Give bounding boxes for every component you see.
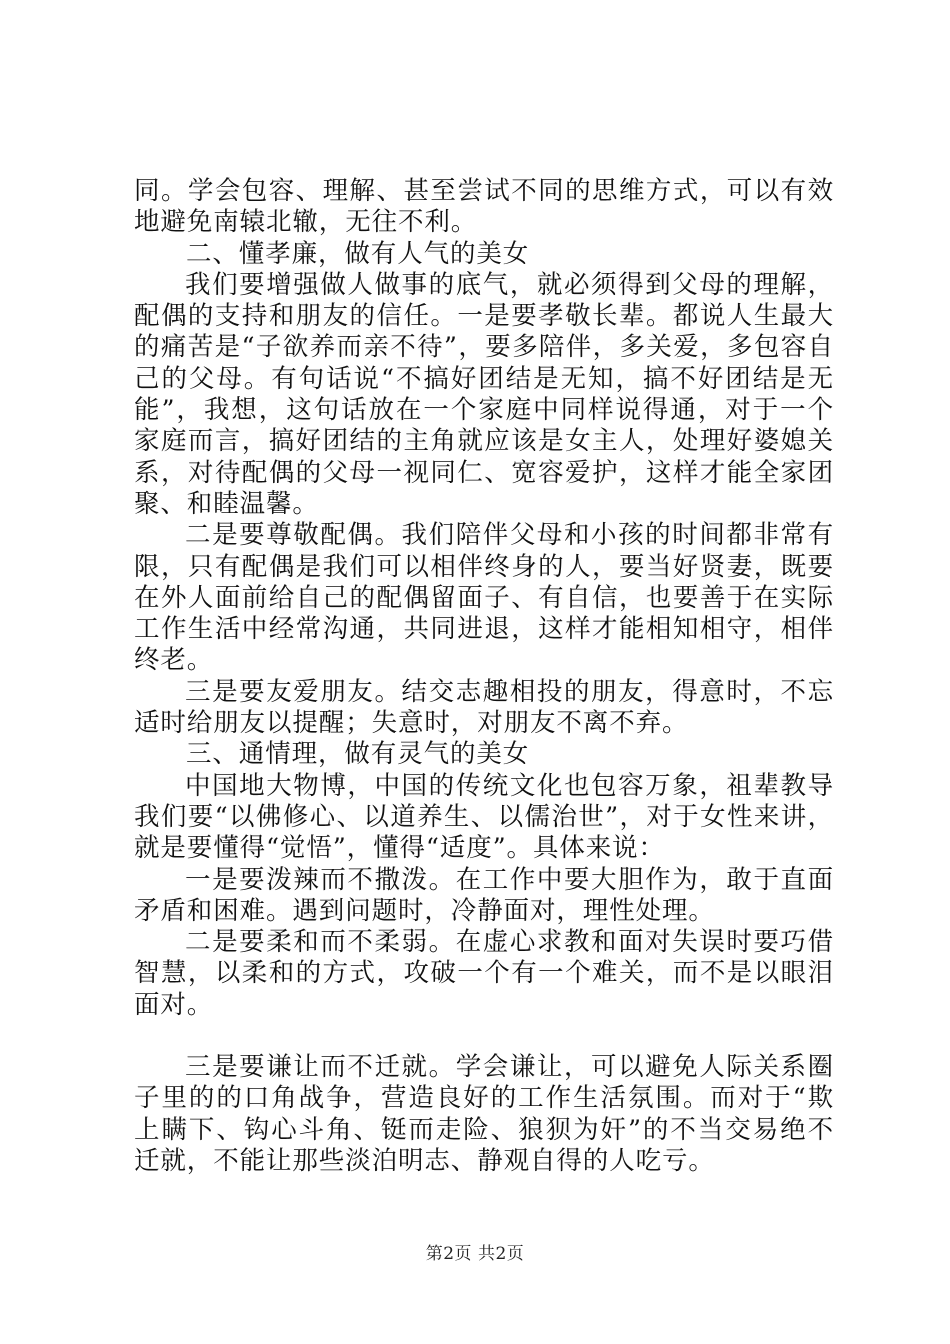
paragraph-gap xyxy=(134,1021,834,1052)
paragraph-respect-elders: 我们要增强做人做事的底气，就必须得到父母的理解，配偶的支持和朋友的信任。一是要孝敬长辈。都说人生最大的痛苦是“子欲养而亲不待”，要多陪伴，多关爱，多包容自己的父母。有句话说“不搞好团结是无知，搞不好团结是无能”，我想，这句话放在一个家庭中同样说得通，对于一个家庭而言，搞好团结的主角就应该是女主人，处理好婆媳关系，对待配偶的父母一视同仁、宽容爱护，这样才能全家团聚、和睦温馨。 xyxy=(134,269,834,519)
page-footer: 第2页 共2页 xyxy=(425,1244,525,1264)
paragraph-friends: 三是要友爱朋友。结交志趣相投的朋友，得意时，不忘适时给朋友以提醒；失意时，对朋友不离不弃。 xyxy=(134,676,834,739)
paragraph-gentle: 二是要柔和而不柔弱。在虚心求教和面对失误时要巧借智慧，以柔和的方式，攻破一个有一个难关，而不是以眼泪面对。 xyxy=(134,927,834,1020)
section-heading-3: 三、通情理，做有灵气的美女 xyxy=(186,739,530,770)
paragraph-culture: 中国地大物博，中国的传统文化也包容万象，祖辈教导我们要“以佛修心、以道养生、以儒治世”，对于女性来讲，就是要懂得“觉悟”，懂得“适度”。具体来说： xyxy=(134,770,834,864)
section-heading-2: 二、懂孝廉，做有人气的美女 xyxy=(186,238,530,269)
paragraph-modest: 三是要谦让而不迁就。学会谦让，可以避免人际关系圈子里的的口角战争，营造良好的工作生活氛围。而对于“欺上瞒下、钩心斗角、铤而走险、狼狈为奸”的不当交易绝不迁就，不能让那些淡泊明志、静观自得的人吃亏。 xyxy=(134,1052,834,1176)
paragraph-bold: 一是要泼辣而不撒泼。在工作中要大胆作为，敢于直面矛盾和困难。遇到问题时，冷静面对，理性处理。 xyxy=(134,864,834,926)
paragraph-continuation: 同。学会包容、理解、甚至尝试不同的思维方式，可以有效地避免南辕北辙，无往不利。 xyxy=(134,176,834,238)
paragraph-respect-spouse: 二是要尊敬配偶。我们陪伴父母和小孩的时间都非常有限，只有配偶是我们可以相伴终身的人，要当好贤妻，既要在外人面前给自己的配偶留面子、有自信，也要善于在实际工作生活中经常沟通，共同进退，这样才能相知相守，相伴终老。 xyxy=(134,520,834,676)
document-body xyxy=(134,176,834,1177)
